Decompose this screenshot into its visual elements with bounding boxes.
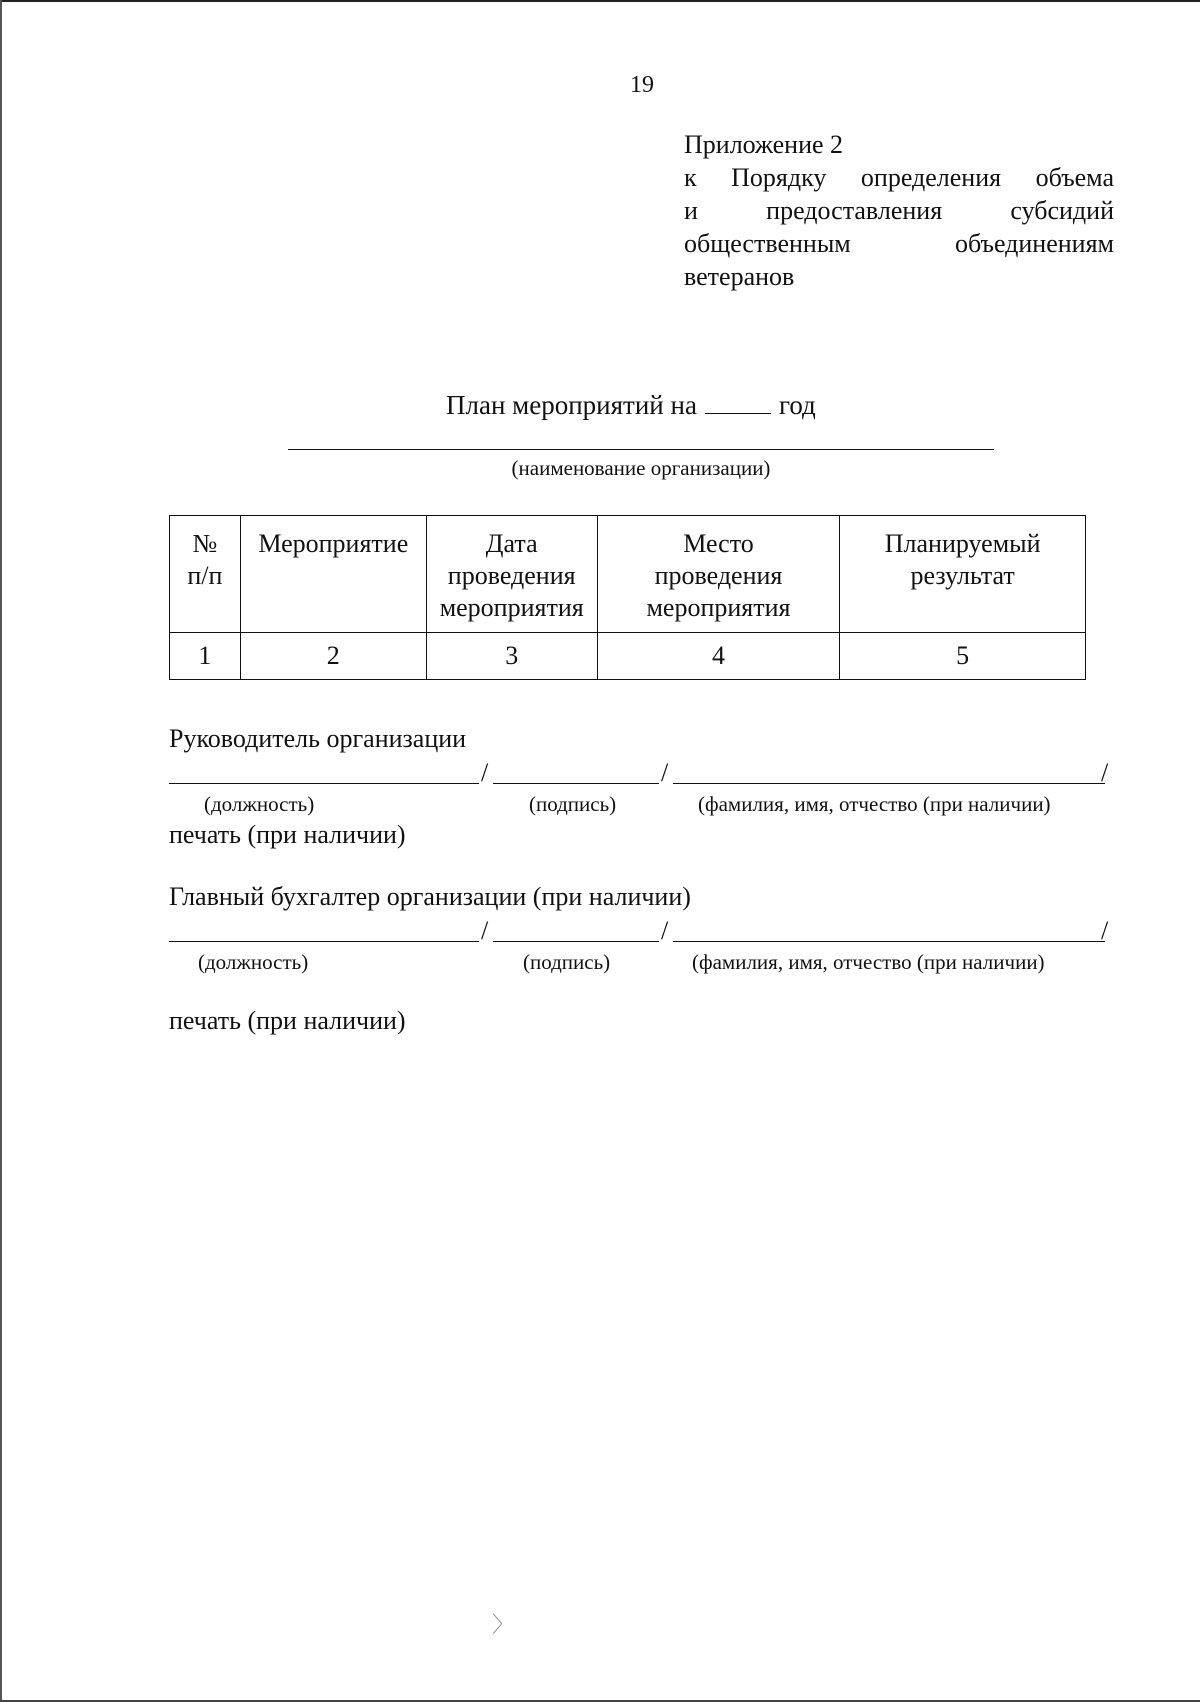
accountant-name-field: [673, 940, 1105, 942]
head-stamp-note: печать (при наличии): [169, 820, 406, 849]
head-position-field: [169, 782, 479, 784]
accountant-caption-name: (фамилия, имя, отчество (при наличии): [692, 950, 1045, 974]
appendix-block: [684, 128, 1114, 293]
plan-title-start: План мероприятий на: [446, 390, 697, 420]
head-caption-signature: (подпись): [529, 792, 617, 816]
header-event: Мероприятие: [240, 516, 426, 633]
organization-name-line: [288, 449, 994, 450]
column-number-1: 1: [170, 633, 241, 680]
head-slash-2: /: [661, 758, 669, 787]
accountant-signature-field: [493, 940, 659, 942]
scan-mark: 〉: [492, 1612, 515, 1637]
year-blank: [705, 412, 771, 414]
accountant-slash-2: /: [661, 916, 669, 945]
page-number: 19: [630, 72, 654, 98]
accountant-stamp-note: печать (при наличии): [169, 1006, 406, 1035]
accountant-position-field: [169, 940, 479, 942]
page-border-top: [0, 0, 1200, 2]
events-plan-table: [169, 515, 1086, 680]
head-name-field: [673, 782, 1105, 784]
appendix-line-1: к Порядку определения объема: [684, 163, 1114, 192]
plan-title: [446, 390, 816, 421]
organization-name-caption: (наименование организации): [511, 456, 771, 480]
accountant-heading: Главный бухгалтер организации (при наличии): [169, 882, 691, 911]
plan-title-end: год: [778, 390, 816, 420]
accountant-caption-signature: (подпись): [523, 950, 611, 974]
header-result: Планируемый результат: [840, 516, 1086, 633]
head-caption-position: (должность): [204, 792, 315, 816]
head-caption-name: (фамилия, имя, отчество (при наличии): [698, 792, 1051, 816]
column-number-2: 2: [240, 633, 426, 680]
head-signature-line: [169, 754, 1109, 787]
head-heading: Руководитель организации: [169, 724, 467, 753]
page-border-left: [0, 0, 2, 1702]
column-number-3: 3: [426, 633, 597, 680]
header-number: № п/п: [170, 516, 241, 633]
header-date: Дата проведения мероприятия: [426, 516, 597, 633]
accountant-slash-1: /: [481, 916, 489, 945]
header-place: Место проведения мероприятия: [597, 516, 840, 633]
table-header-row: [170, 516, 1086, 633]
appendix-line-4: ветеранов: [684, 262, 795, 291]
head-slash-3: /: [1101, 758, 1109, 787]
appendix-line-3: общественным объединениям: [684, 229, 1114, 258]
column-number-4: 4: [597, 633, 840, 680]
accountant-signature-line: [169, 912, 1109, 945]
accountant-slash-3: /: [1101, 916, 1109, 945]
accountant-caption-position: (должность): [198, 950, 309, 974]
head-signature-field: [493, 782, 659, 784]
appendix-title: Приложение 2: [684, 130, 844, 159]
head-slash-1: /: [481, 758, 489, 787]
appendix-line-2: и предоставления субсидий: [684, 196, 1114, 225]
table-row: [170, 633, 1086, 680]
column-number-5: 5: [840, 633, 1086, 680]
